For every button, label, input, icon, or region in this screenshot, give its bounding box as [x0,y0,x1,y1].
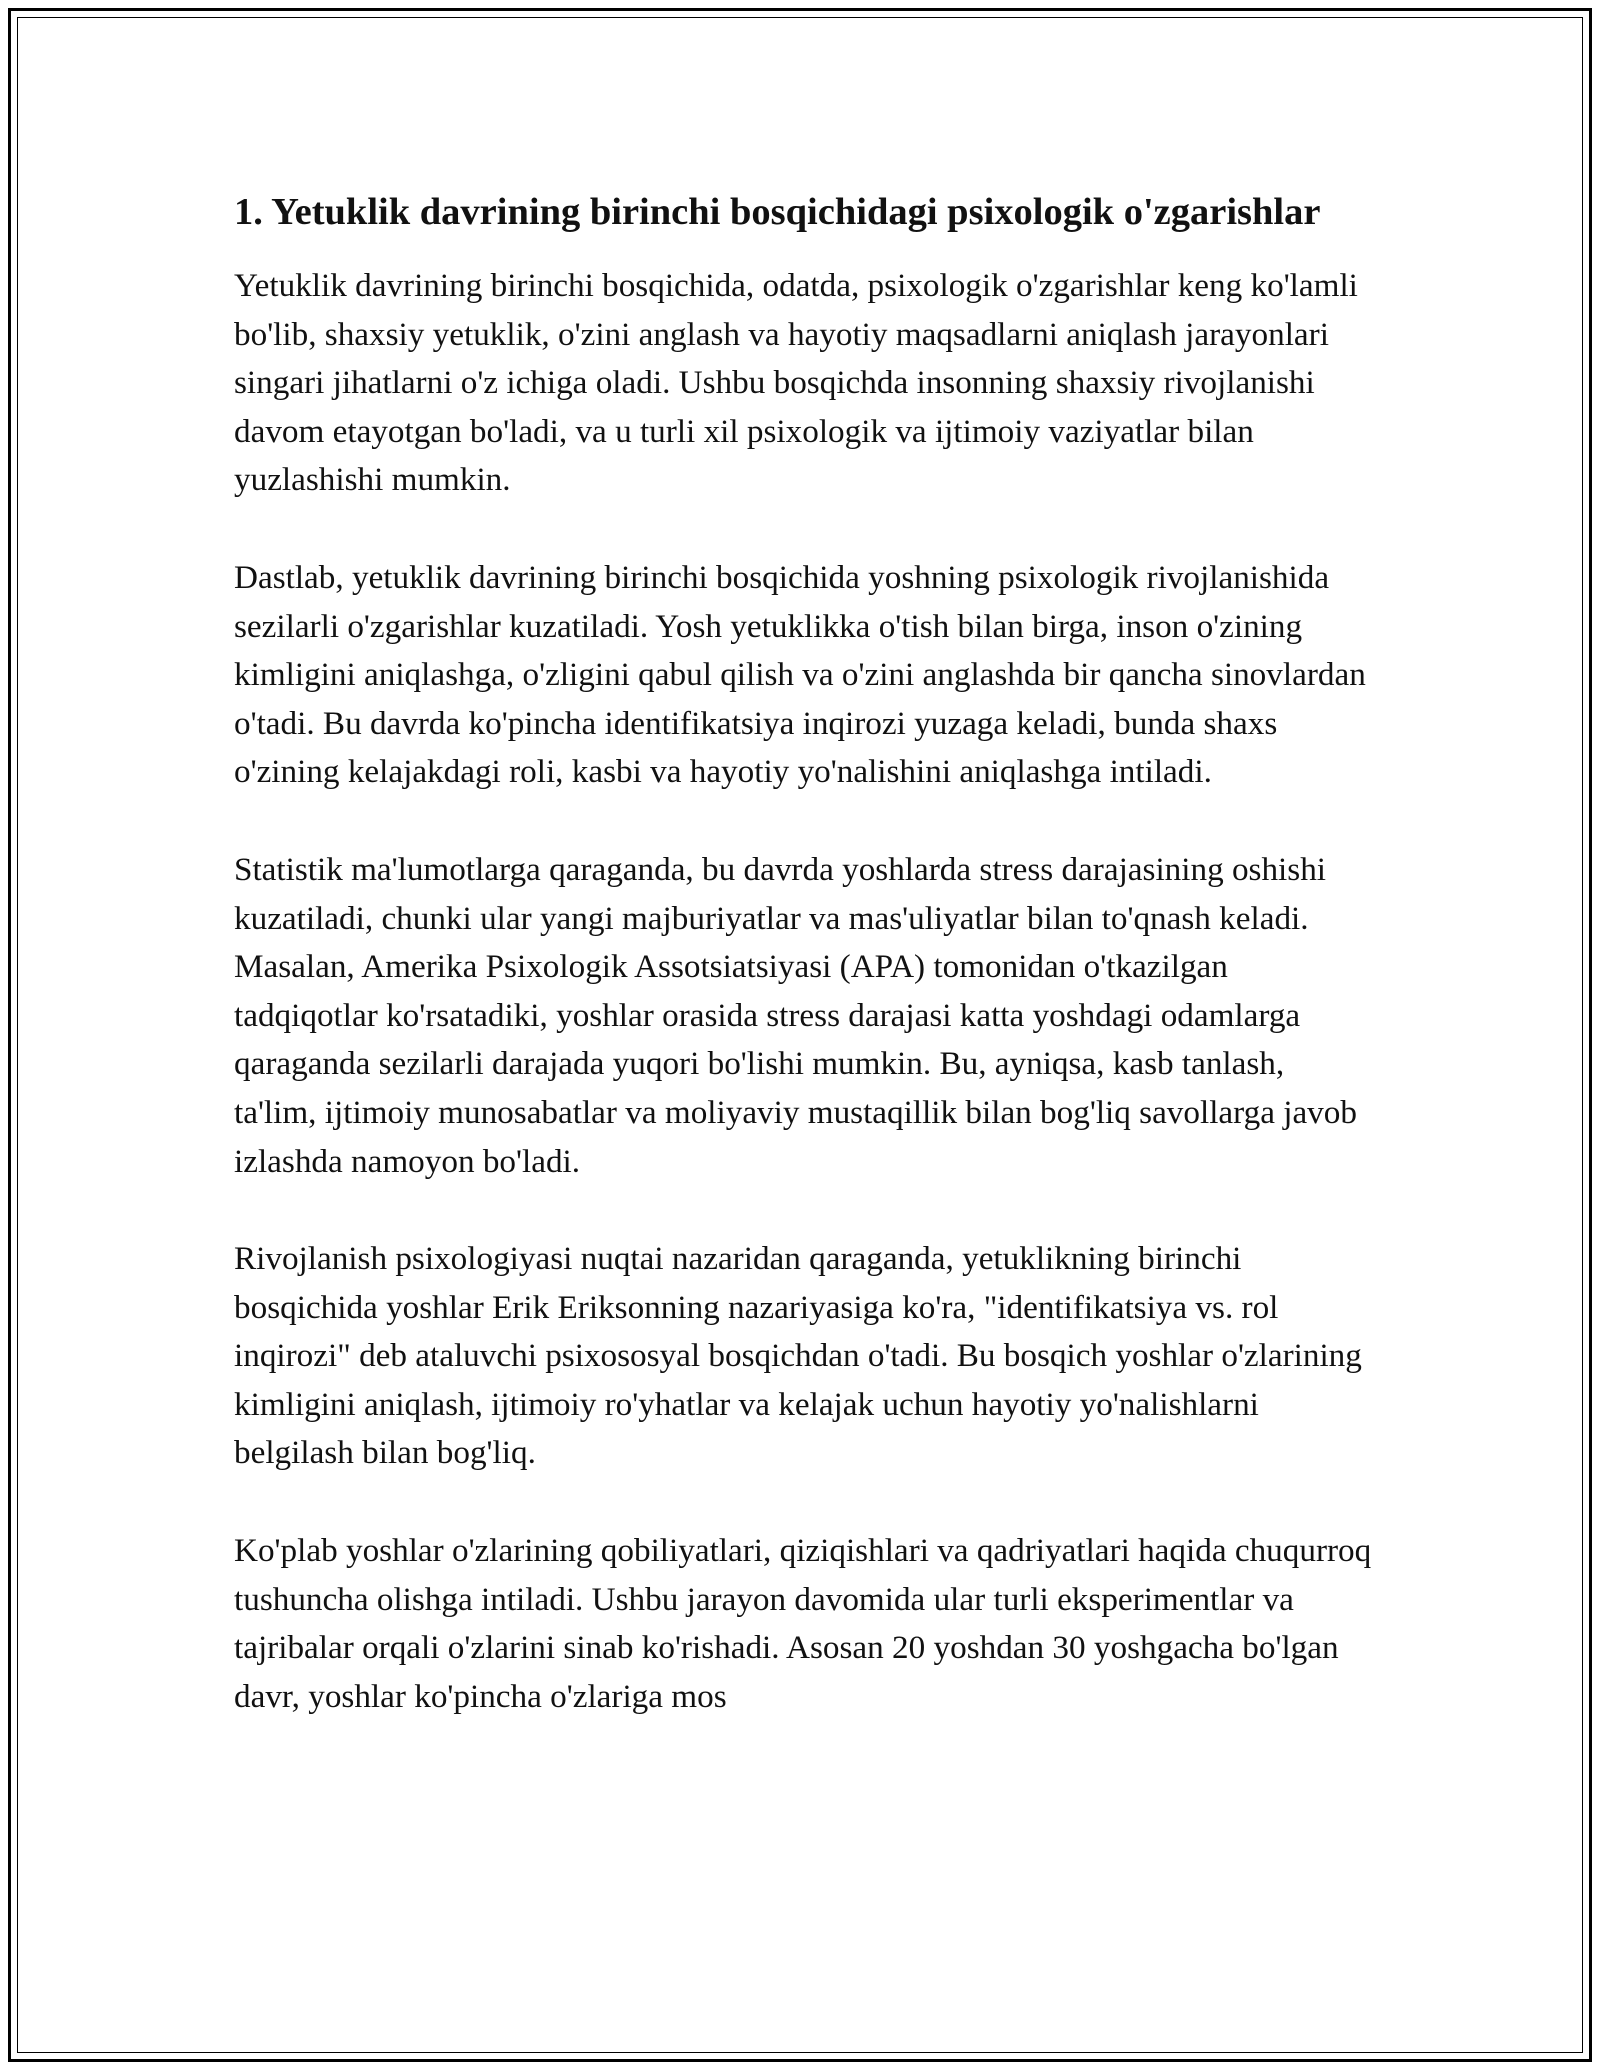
paragraph-4: Rivojlanish psixologiyasi nuqtai nazaridan qaraganda, yetuklikning birinchi bosqichida yoshlar Erik Eriksonning nazariyasiga ko'ra, "identifikatsiya vs. rol inqirozi" deb ataluvchi psixososyal bosqichdan o'tadi. Bu bosqich yoshlar o'zlarining kimligini aniqlash, ijtimoiy ro'yhatlar va kelajak uchun hayotiy yo'nalishlarni belgilash bilan bog'liq. [234,1240,1362,1472]
paragraph-3: Statistik ma'lumotlarga qaraganda, bu davrda yoshlarda stress darajasining oshishi kuzatiladi, chunki ular yangi majburiyatlar va mas'uliyatlar bilan to'qnash keladi. Masalan, Amerika Psixologik Assotsiatsiyasi (APA) tomonidan o'tkazilgan tadqiqotlar ko'rsatadiki, yoshlar orasida stress darajasi katta yoshdagi odamlarga qaraganda sezilarli darajada yuqori bo'lishi mumkin. Bu, ayniqsa, kasb tanlash, ta'lim, ijtimoiy munosabatlar va moliyaviy mustaqillik bilan bog'liq savollarga javob izlashda namoyon bo'ladi. [234,850,1357,1180]
section-heading: 1. Yetuklik davrining birinchi bosqichidagi psixologik o'zgarishlar [234,191,1321,233]
paragraph-5: Ko'plab yoshlar o'zlarining qobiliyatlari, qiziqishlari va qadriyatlari haqida chuqurroq tushuncha olishga intiladi. Ushbu jarayon davomida ular turli eksperimentlar va tajribalar orqali o'zlarini sinab ko'rishadi. Asosan 20 yoshdan 30 yoshgacha bo'lgan davr, yoshlar ko'pincha o'zlariga mos [234,1532,1372,1715]
paragraph-2: Dastlab, yetuklik davrining birinchi bosqichida yoshning psixologik rivojlanishida sezilarli o'zgarishlar kuzatiladi. Yosh yetuklikka o'tish bilan birga, inson o'zining kimligini aniqlashga, o'zligini qabul qilish va o'zini anglashda bir qancha sinovlardan o'tadi. Bu davrda ko'pincha identifikatsiya inqirozi yuzaga keladi, bunda shaxs o'zining kelajakdagi roli, kasbi va hayotiy yo'nalishini aniqlashga intiladi. [234,558,1366,791]
document-body [234,185,1374,1770]
paragraph-1: Yetuklik davrining birinchi bosqichida, odatda, psixologik o'zgarishlar keng ko'lamli bo'lib, shaxsiy yetuklik, o'zini anglash va hayotiy maqsadlarni aniqlash jarayonlari singari jihatlarni o'z ichiga oladi. Ushbu bosqichda insonning shaxsiy rivojlanishi davom etayotgan bo'ladi, va u turli xil psixologik va ijtimoiy vaziyatlar bilan yuzlashishi mumkin. [234,267,1358,499]
